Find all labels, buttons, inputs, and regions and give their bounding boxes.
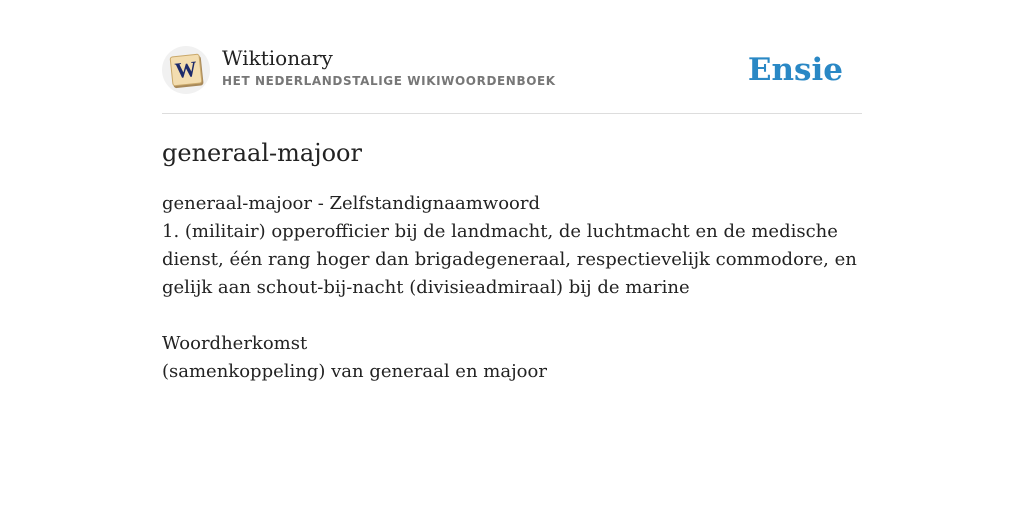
entry-heading-line: generaal-majoor - Zelfstandignaamwoord: [162, 193, 541, 214]
wiktionary-logo-icon[interactable]: [162, 46, 210, 94]
page-container: [162, 0, 862, 382]
entry-title: generaal-majoor: [162, 139, 362, 167]
definition-block: [162, 190, 862, 386]
site-header: [162, 0, 862, 114]
site-tagline: HET NEDERLANDSTALIGE WIKIWOORDENBOEK: [222, 74, 556, 88]
site-name[interactable]: Wiktionary: [222, 46, 333, 70]
etymology-text: (samenkoppeling) van generaal en majoor: [162, 361, 547, 382]
logo-tile: W: [170, 54, 203, 87]
definition-text: 1. (militair) opperofficier bij de landmacht, de luchtmacht en de medische dienst, één rang hoger dan brigadegeneraal, respectievelijk commodore, en gelijk aan schout-bij-nacht (divisieadmiraal) bij de marine: [162, 221, 857, 298]
etymology-label: Woordherkomst: [162, 333, 308, 354]
ensie-brand-link[interactable]: Ensie: [747, 52, 843, 88]
section-spacer: [162, 302, 862, 330]
